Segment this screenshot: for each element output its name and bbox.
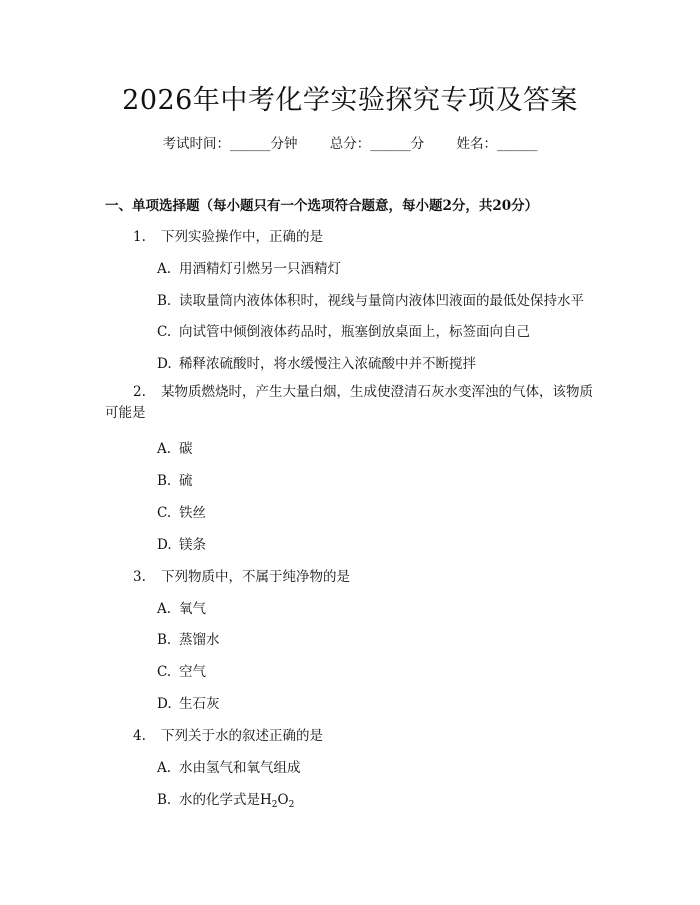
option-letter: A. bbox=[157, 601, 172, 617]
option-2a bbox=[157, 437, 193, 457]
option-text: 稀释浓硫酸时，将水缓慢注入浓硫酸中并不断搅拌 bbox=[179, 356, 476, 372]
option-4a bbox=[157, 756, 301, 776]
option-letter: D. bbox=[157, 696, 172, 712]
option-letter: A. bbox=[157, 261, 172, 277]
option-3d bbox=[157, 692, 220, 712]
question-4 bbox=[133, 724, 323, 744]
option-4b bbox=[157, 788, 294, 810]
option-text: 水的化学式是 bbox=[179, 792, 260, 808]
option-letter: D. bbox=[157, 356, 172, 372]
option-text: 氧气 bbox=[179, 601, 206, 617]
question-stem: 下列物质中，不属于纯净物的是 bbox=[161, 569, 350, 585]
option-text: 用酒精灯引燃另一只酒精灯 bbox=[179, 261, 341, 277]
section-heading: 一、单项选择题（每小题只有一个选项符合题意，每小题2分，共20分） bbox=[105, 198, 539, 214]
option-1c bbox=[157, 320, 530, 340]
option-3b bbox=[157, 628, 220, 648]
question-stem: 某物质燃烧时，产生大量白烟，生成使澄清石灰水变浑浊的气体，该物质可能是 bbox=[105, 384, 593, 421]
option-letter: B. bbox=[157, 792, 172, 808]
option-text: 镁条 bbox=[179, 537, 206, 553]
question-number: 2. bbox=[133, 384, 146, 400]
option-letter: B. bbox=[157, 632, 172, 648]
question-3 bbox=[133, 565, 350, 585]
option-text: 硫 bbox=[179, 473, 193, 489]
option-letter: D. bbox=[157, 537, 172, 553]
option-letter: C. bbox=[157, 664, 172, 680]
option-text: 读取量筒内液体体积时，视线与量筒内液体凹液面的最低处保持水平 bbox=[179, 293, 584, 309]
option-letter: A. bbox=[157, 760, 172, 776]
option-3a bbox=[157, 597, 206, 617]
exam-time-field: 考试时间：______分钟 bbox=[162, 136, 298, 152]
option-letter: A. bbox=[157, 441, 172, 457]
student-name-field: 姓名：______ bbox=[456, 136, 538, 152]
question-2 bbox=[105, 382, 600, 424]
option-text: 生石灰 bbox=[179, 696, 220, 712]
question-number: 1. bbox=[133, 229, 146, 245]
option-2b bbox=[157, 469, 193, 489]
option-letter: C. bbox=[157, 324, 172, 340]
option-2d bbox=[157, 533, 206, 553]
question-1 bbox=[133, 225, 323, 245]
option-letter: B. bbox=[157, 473, 172, 489]
option-text: 向试管中倾倒液体药品时，瓶塞倒放桌面上，标签面向自己 bbox=[179, 324, 530, 340]
total-score-field: 总分：______分 bbox=[329, 136, 425, 152]
question-number: 4. bbox=[133, 728, 146, 744]
option-3c bbox=[157, 660, 206, 680]
page-title: 2026年中考化学实验探究专项及答案 bbox=[122, 85, 578, 116]
option-text: 水由氢气和氧气组成 bbox=[179, 760, 301, 776]
option-letter: B. bbox=[157, 293, 172, 309]
option-text: 碳 bbox=[179, 441, 193, 457]
chemical-formula: $H_2O_2$ bbox=[260, 792, 295, 810]
question-number: 3. bbox=[133, 569, 146, 585]
option-letter: C. bbox=[157, 505, 172, 521]
option-text: 蒸馏水 bbox=[179, 632, 220, 648]
option-1d bbox=[157, 352, 476, 372]
question-stem: 下列实验操作中，正确的是 bbox=[161, 229, 323, 245]
question-stem: 下列关于水的叙述正确的是 bbox=[161, 728, 323, 744]
option-text: 空气 bbox=[179, 664, 206, 680]
option-2c bbox=[157, 501, 206, 521]
option-1a bbox=[157, 257, 341, 277]
exam-info-line bbox=[0, 132, 700, 152]
option-text: 铁丝 bbox=[179, 505, 206, 521]
option-1b bbox=[157, 289, 584, 309]
